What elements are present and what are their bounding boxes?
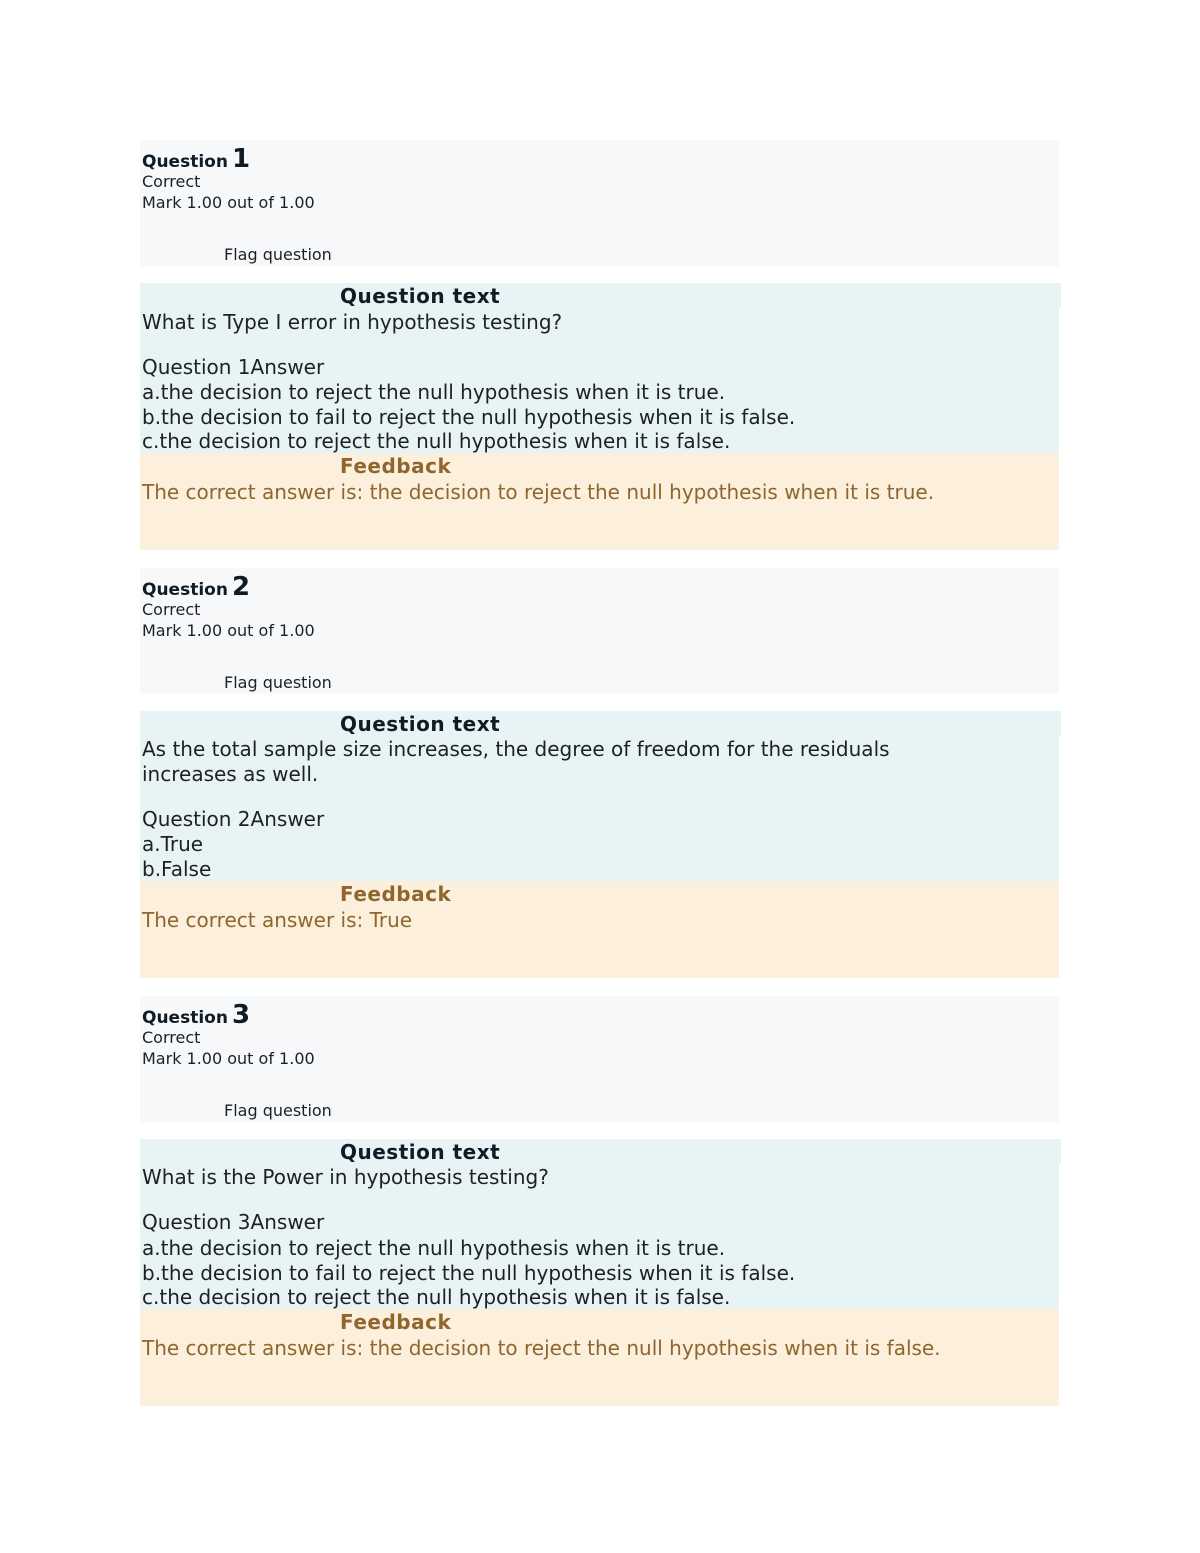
question-3-feedback [140,1309,1059,1406]
question-state: Correct [142,600,201,619]
answer-option-b[interactable]: b.False [142,857,212,881]
question-2-content [140,711,1059,881]
flag-question-link[interactable]: Flag question [224,673,332,692]
answer-option-a[interactable]: a.the decision to reject the null hypothesis when it is true. [142,1236,726,1260]
question-3-info [140,996,1059,1122]
question-label: Question [142,580,228,600]
question-text-title: Question text [340,712,501,736]
question-number [142,572,250,602]
feedback-title: Feedback [340,454,452,478]
question-number [142,144,250,174]
feedback-text: The correct answer is: True [142,908,413,932]
answer-label: Question 3Answer [142,1210,325,1234]
question-text: What is Type I error in hypothesis testing? [142,310,563,334]
answer-option-b[interactable]: b.the decision to fail to reject the null hypothesis when it is false. [142,405,796,429]
question-label: Question [142,1008,228,1028]
question-text-header [140,1139,1061,1164]
answer-option-a[interactable]: a.True [142,832,204,856]
question-text-header [140,283,1061,308]
question-number-value: 2 [231,572,251,602]
question-1-content [140,283,1059,453]
flag-question-link[interactable]: Flag question [224,245,332,264]
question-number-value: 1 [231,144,251,174]
answer-option-a[interactable]: a.the decision to reject the null hypothesis when it is true. [142,380,726,404]
question-text: As the total sample size increases, the degree of freedom for the residuals increases as well. [142,737,890,786]
question-state: Correct [142,172,201,191]
feedback-text: The correct answer is: the decision to reject the null hypothesis when it is false. [142,1336,941,1360]
question-number [142,1000,250,1030]
question-text-header [140,711,1061,736]
question-2-info [140,568,1059,694]
flag-question-link[interactable]: Flag question [224,1101,332,1120]
question-number-value: 3 [231,1000,251,1030]
question-1-info [140,140,1059,266]
question-3-content [140,1139,1059,1309]
answer-option-b[interactable]: b.the decision to fail to reject the null hypothesis when it is false. [142,1261,796,1285]
question-grade: Mark 1.00 out of 1.00 [142,193,315,212]
feedback-title: Feedback [340,1310,452,1334]
question-1-feedback [140,453,1059,550]
question-label: Question [142,152,228,172]
answer-label: Question 1Answer [142,355,325,379]
question-text-title: Question text [340,284,501,308]
question-grade: Mark 1.00 out of 1.00 [142,621,315,640]
question-2-feedback [140,881,1059,978]
answer-label: Question 2Answer [142,807,325,831]
question-grade: Mark 1.00 out of 1.00 [142,1049,315,1068]
question-text: What is the Power in hypothesis testing? [142,1165,549,1189]
answer-option-c[interactable]: c.the decision to reject the null hypothesis when it is false. [142,1285,731,1309]
question-text-title: Question text [340,1140,501,1164]
answer-option-c[interactable]: c.the decision to reject the null hypothesis when it is false. [142,429,731,453]
feedback-title: Feedback [340,882,452,906]
question-state: Correct [142,1028,201,1047]
feedback-text: The correct answer is: the decision to reject the null hypothesis when it is true. [142,480,935,504]
